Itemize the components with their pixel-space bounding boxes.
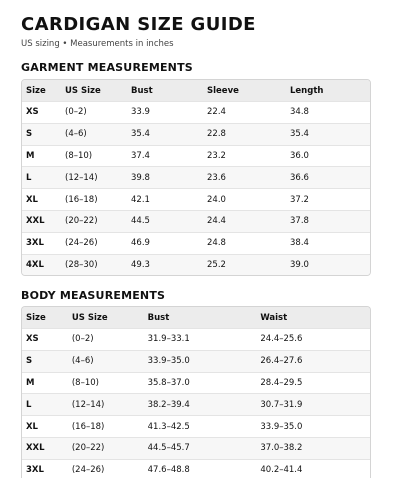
size-cell: M — [26, 150, 35, 161]
table-cell: 22.4 — [207, 107, 226, 118]
table-row — [22, 350, 370, 372]
table-cell: (4–6) — [71, 356, 94, 367]
table-row — [22, 166, 370, 188]
table-cell: 36.0 — [290, 150, 309, 161]
table-row — [22, 123, 370, 145]
table-cell: 34.8 — [290, 107, 309, 118]
column-header: Waist — [260, 312, 288, 323]
table-cell: (24–26) — [65, 238, 98, 249]
table-row — [22, 254, 370, 276]
size-cell: L — [26, 399, 32, 410]
body-table — [21, 306, 371, 478]
table-row — [22, 328, 370, 350]
size-cell: 3XL — [26, 465, 44, 476]
body-table-body — [22, 328, 370, 478]
garment-section-title: GARMENT MEASUREMENTS — [21, 61, 193, 74]
garment-table-header — [22, 80, 370, 101]
table-cell: 22.8 — [207, 129, 226, 140]
table-cell: 30.7–31.9 — [260, 399, 303, 410]
table-cell: (0–2) — [71, 334, 94, 345]
table-cell: 23.2 — [207, 150, 226, 161]
size-cell: XL — [26, 194, 38, 205]
table-row — [22, 210, 370, 232]
table-cell: 44.5 — [131, 216, 150, 227]
page-subtitle: US sizing • Measurements in inches — [21, 39, 174, 49]
table-cell: 49.3 — [131, 259, 150, 270]
column-header: Size — [26, 85, 46, 96]
body-table-header — [22, 307, 370, 328]
size-cell: M — [26, 377, 35, 388]
table-cell: 23.6 — [207, 172, 226, 183]
table-cell: 37.4 — [131, 150, 150, 161]
garment-table — [21, 79, 371, 276]
table-cell: 46.9 — [131, 238, 150, 249]
table-cell: 35.4 — [290, 129, 309, 140]
table-cell: (12–14) — [65, 172, 98, 183]
table-cell: 39.0 — [290, 259, 309, 270]
column-header: US Size — [71, 312, 108, 323]
table-row — [22, 437, 370, 459]
size-cell: XXL — [26, 216, 45, 227]
table-cell: 35.8–37.0 — [147, 377, 190, 388]
table-cell: 38.2–39.4 — [147, 399, 190, 410]
table-cell: 40.2–41.4 — [260, 465, 303, 476]
table-cell: (28–30) — [65, 259, 98, 270]
table-cell: 36.6 — [290, 172, 309, 183]
table-cell: 37.2 — [290, 194, 309, 205]
size-cell: XL — [26, 421, 38, 432]
size-cell: S — [26, 356, 33, 367]
table-cell: 28.4–29.5 — [260, 377, 303, 388]
size-cell: XXL — [26, 443, 45, 454]
table-cell: (8–10) — [71, 377, 99, 388]
table-cell: (20–22) — [65, 216, 98, 227]
table-cell: (20–22) — [71, 443, 105, 454]
table-cell: 25.2 — [207, 259, 226, 270]
table-cell: (24–26) — [71, 465, 105, 476]
table-cell: 31.9–33.1 — [147, 334, 190, 345]
column-header: Size — [26, 312, 46, 323]
body-section-title: BODY MEASUREMENTS — [21, 289, 166, 302]
table-cell: 24.8 — [207, 238, 226, 249]
table-row — [22, 459, 370, 478]
garment-table-body — [22, 101, 370, 275]
table-cell: 33.9–35.0 — [260, 421, 303, 432]
size-cell: XS — [26, 334, 39, 345]
table-row — [22, 415, 370, 437]
page-header — [21, 14, 256, 49]
table-cell: 38.4 — [290, 238, 309, 249]
table-cell: (0–2) — [65, 107, 87, 118]
column-header: Sleeve — [207, 85, 239, 96]
size-cell: 3XL — [26, 238, 44, 249]
table-cell: 24.0 — [207, 194, 226, 205]
table-row — [22, 101, 370, 123]
column-header: Bust — [147, 312, 170, 323]
size-cell: XS — [26, 107, 39, 118]
table-cell: (4–6) — [65, 129, 87, 140]
table-cell: 35.4 — [131, 129, 150, 140]
size-cell: L — [26, 172, 32, 183]
table-cell: 39.8 — [131, 172, 150, 183]
table-cell: 41.3–42.5 — [147, 421, 190, 432]
table-cell: 33.9 — [131, 107, 150, 118]
table-row — [22, 188, 370, 210]
table-cell: (16–18) — [65, 194, 98, 205]
table-row — [22, 372, 370, 394]
table-row — [22, 145, 370, 167]
table-cell: 24.4 — [207, 216, 226, 227]
size-cell: S — [26, 129, 33, 140]
table-cell: (8–10) — [65, 150, 93, 161]
page-title: CARDIGAN SIZE GUIDE — [21, 14, 256, 35]
table-cell: (12–14) — [71, 399, 105, 410]
column-header: Length — [290, 85, 324, 96]
table-cell: 26.4–27.6 — [260, 356, 303, 367]
table-cell: 44.5–45.7 — [147, 443, 190, 454]
table-cell: 42.1 — [131, 194, 150, 205]
column-header: Bust — [131, 85, 153, 96]
column-header: US Size — [65, 85, 101, 96]
table-cell: 37.8 — [290, 216, 309, 227]
table-row — [22, 393, 370, 415]
table-cell: 33.9–35.0 — [147, 356, 190, 367]
table-row — [22, 232, 370, 254]
table-cell: 37.0–38.2 — [260, 443, 303, 454]
table-cell: (16–18) — [71, 421, 105, 432]
size-cell: 4XL — [26, 259, 44, 270]
table-cell: 24.4–25.6 — [260, 334, 303, 345]
table-cell: 47.6–48.8 — [147, 465, 190, 476]
